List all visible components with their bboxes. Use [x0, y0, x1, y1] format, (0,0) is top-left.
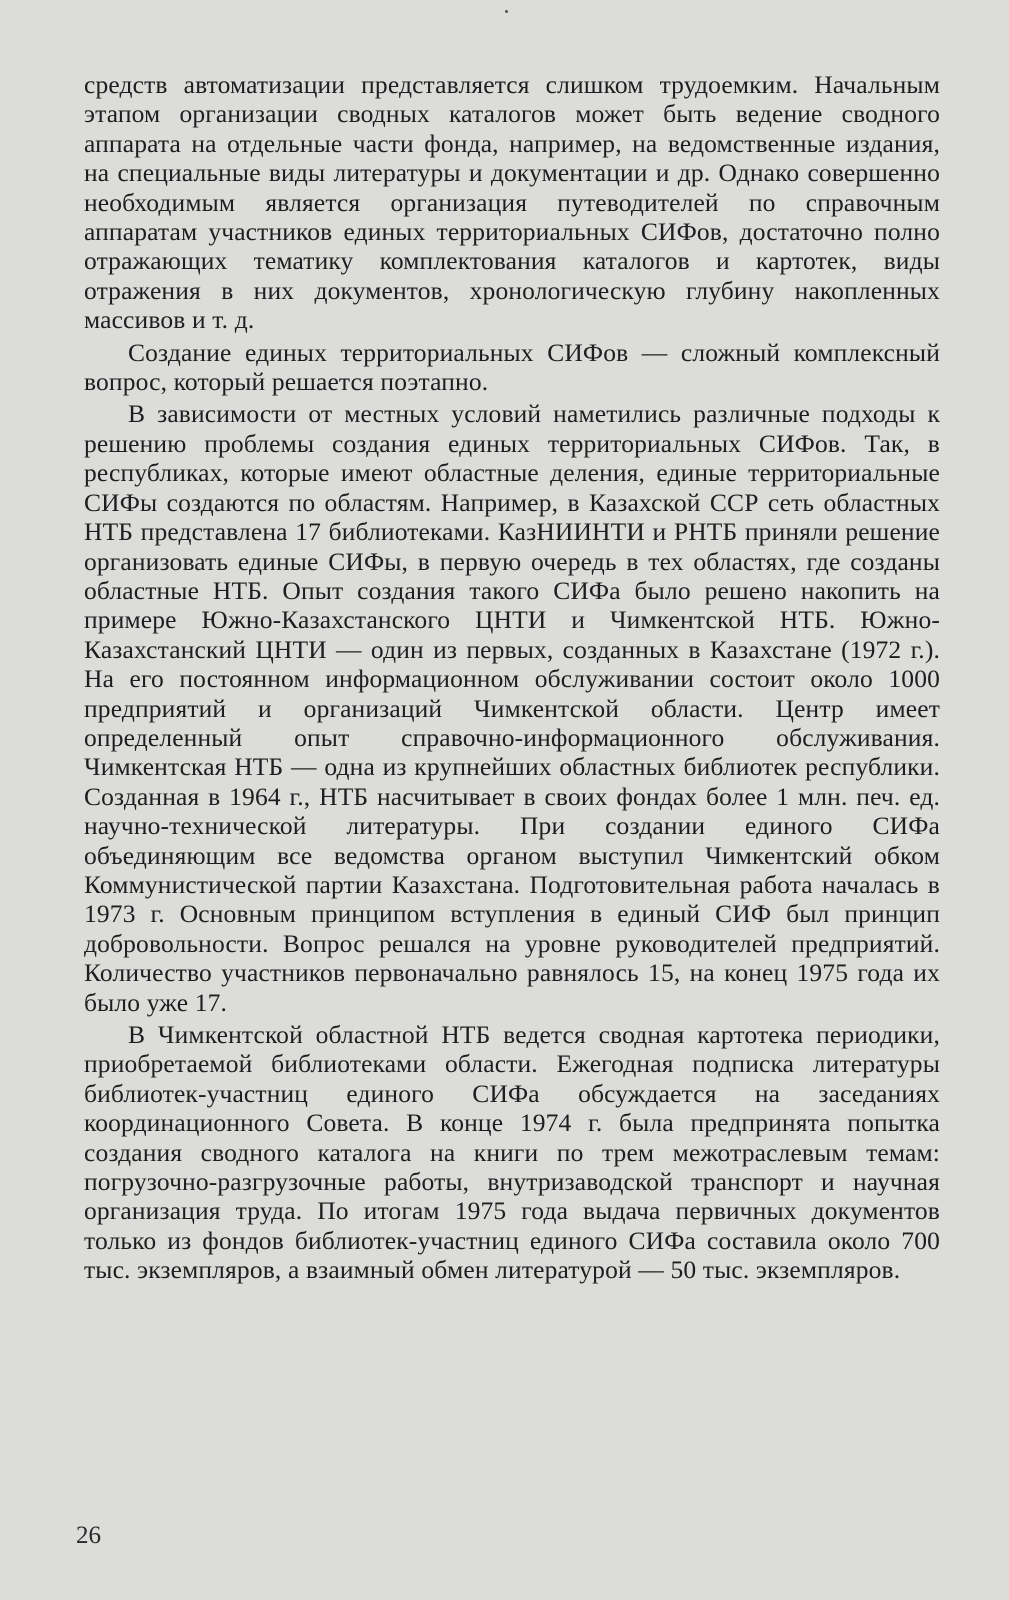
page-number: 26 [76, 1522, 101, 1549]
paragraph-2: Создание единых территориальных СИФов — сложный комплексный вопрос, который решается поэтапно. [84, 337, 940, 397]
body-text [84, 70, 940, 1285]
paragraph-3: В зависимости от местных условий наметились различные подходы к решению проблемы создания единых территориальных СИФов. Так, в республиках, которые имеют областные деления, единые территориальные СИФы создаются по областям. Например, в Казахской ССР сеть областных НТБ представлена 17 библиотеками. КазНИИНТИ и РНТБ приняли решение организовать единые СИФы, в первую очередь в тех областях, где созданы областные НТБ. Опыт создания такого СИФа было решено накопить на примере Южно-Казахстанского ЦНТИ и Чимкентской НТБ. Южно-Казахстанский ЦНТИ — один из первых, созданных в Казахстане (1972 г.). На его постоянном информационном обслуживании состоит около 1000 предприятий и организаций Чимкентской области. Центр имеет определенный опыт справочно-информационного обслуживания. Чимкентская НТБ — одна из крупнейших областных библиотек республики. Созданная в 1964 г., НТБ насчитывает в своих фондах более 1 млн. печ. ед. научно-технической литературы. При создании единого СИФа объединяющим все ведомства органом выступил Чимкентский обком Коммунистической партии Казахстана. Подготовительная работа началась в 1973 г. Основным принципом вступления в единый СИФ был принцип добровольности. Вопрос решался на уровне руководителей предприятий. Количество участников первоначально равнялось 15, на конец 1975 года их было уже 17. [84, 399, 940, 1017]
print-speck [505, 10, 508, 13]
paragraph-4: В Чимкентской областной НТБ ведется сводная картотека периодики, приобретаемой библиотеками области. Ежегодная подписка литературы библиотек-участниц единого СИФа обсуждается на заседаниях координационного Совета. В конце 1974 г. была предпринята попытка создания сводного каталога на книги по трем межотраслевым темам: погрузочно-разгрузочные работы, внутризаводской транспорт и научная организация труда. По итогам 1975 года выдача первичных документов только из фондов библиотек-участниц единого СИФа составила около 700 тыс. экземпляров, а взаимный обмен литературой — 50 тыс. экземпляров. [84, 1020, 940, 1285]
paragraph-1: средств автоматизации представляется слишком трудоемким. Начальным этапом организации сводных каталогов может быть ведение сводного аппарата на отдельные части фонда, например, на ведомственные издания, на специальные виды литературы и документации и др. Однако совершенно необходимым является организация путеводителей по справочным аппаратам участников единых территориальных СИФов, достаточно полно отражающих тематику комплектования каталогов и картотек, виды отражения в них документов, хронологическую глубину накопленных массивов и т. д. [84, 70, 940, 335]
